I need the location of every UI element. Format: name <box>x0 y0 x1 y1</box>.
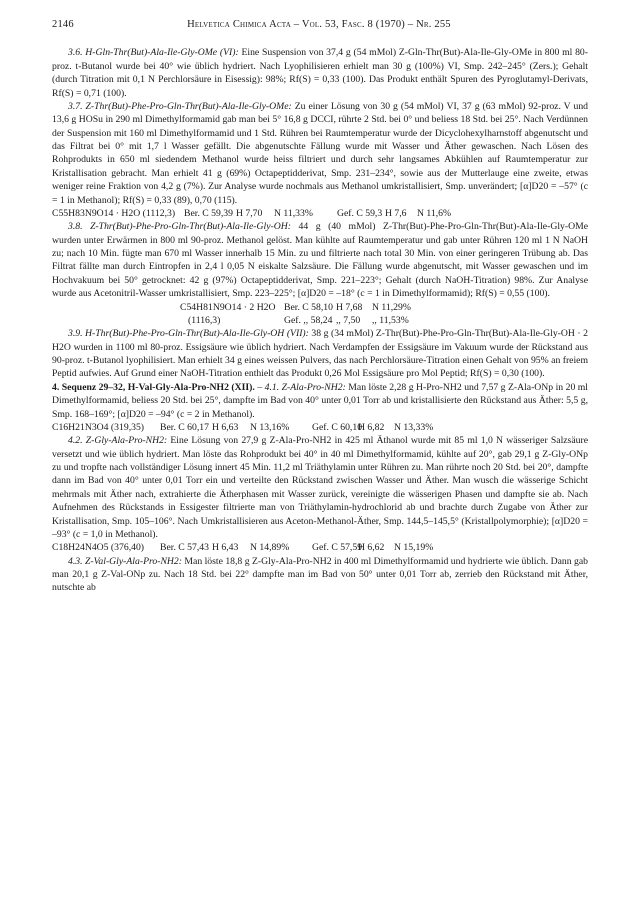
body-3-6: Eine Suspension von 37,4 g (54 mMol) Z-Gln-Thr(But)-Ala-Ile-Gly-OMe in 800 ml 80-proz. t-Butanol wurde bei 40° wie üblich hydriert. Nach Lyophilisieren erhielt man 30 g (100%) VI, Smp. 242–245° (Zers.); Gehalt (durch Titration mit 0,1 N Perchlorsäure in Eisessig): 98%; Rf(S) = 0,33 (100). Das Produkt enthält Spuren des Pyroglutamyl-Derivats, Rf(S) = 0,71 (100). <box>52 47 589 99</box>
analysis-line-4-2 <box>52 541 588 554</box>
journal-title: Helvetica Chimica Acta – Vol. 53, Fasc. 8 (1970) – Nr. 255 <box>187 19 451 30</box>
paragraph-3-8 <box>52 220 588 300</box>
heading-4-3: 4.3. Z-Val-Gly-Ala-Pro-NH2: <box>68 555 182 567</box>
found-c: Gef. C 60,10 <box>312 421 363 433</box>
paragraph-4-1 <box>52 381 588 421</box>
calc-h: H 7,68 <box>336 301 363 313</box>
calc-c: Ber. C 59,39 <box>184 207 233 219</box>
page-number: 2146 <box>52 19 74 30</box>
calc-n: N 14,89% <box>250 542 290 554</box>
body-3-8: 44 g (40 mMol) Z-Thr(But)-Phe-Pro-Gln-Thr(But)-Ala-Ile-Gly-OMe wurden unter Erwärmen in 800 ml 90-proz. Methanol gelöst. Man kühlte auf Raumtemperatur und gab unter Rühren 120 ml 1 N NaOH zu; nach 10 Min. fügte man 670 ml Wasser innerhalb 15 Min. zu und filtrierte nach total 30 Min. von einer geringeren Trübung ab. Das Filtrat fällte man durch Eintropfen in 2,4 l 0,05 N eiskalte Salzsäure. Die Fällung wurde abgenutscht, mit Wasser gewaschen und im Hochvakuum bei 50° getrocknet: 42 g (97%) Octapeptidderivat, Smp. 221–223°; Gehalt (durch NaOH-Titration) 98%. Zur Analyse wurde aus Acetonitril-Wasser umkristallisiert, Smp. 223–225°; [α]D20 = –18° (c = 1 in Dimethylformamid); Rf(S) = 0,55 (100). <box>52 221 589 300</box>
paragraph-3-6 <box>52 46 588 100</box>
paragraph-3-7 <box>52 100 588 207</box>
found-h: H 7,6 <box>385 207 407 219</box>
found-n: ,, 11,53% <box>372 314 409 326</box>
calc-h: H 7,70 <box>236 207 263 219</box>
calc-c: Ber. C 57,43 <box>160 542 209 554</box>
found-c: Gef. ,, 58,24 <box>284 314 333 326</box>
calc-n: N 13,16% <box>250 421 290 433</box>
calc-n: N 11,33% <box>274 207 313 219</box>
analysis-line-3-8 <box>52 301 588 328</box>
paragraph-3-9 <box>52 327 588 381</box>
body-3-9: 38 g (34 mMol) Z-Thr(But)-Phe-Pro-Gln-Thr(But)-Ala-Ile-Gly-OH · 2 H2O wurden in 1100 ml 80-proz. Essigsäure wie üblich hydriert. Nach Verdampfen der Essigsäure im Vakuum wurde der Rückstand aus 90-proz. t-Butanol lyophilisiert. Man erhielt 34 g eines weissen Pulvers, das nach Perchlorsäure-Titration einen Gehalt von 95% an freiem Peptid aufwies. Auf Grund einer NaOH-Titration enthielt das Produkt 0,26 Mol Essigsäure pro Mol Peptid; Rf(S) = 0,30 (100). <box>52 328 589 380</box>
heading-3-7: 3.7. Z-Thr(But)-Phe-Pro-Gln-Thr(But)-Ala-Ile-Gly-OMe: <box>68 100 292 112</box>
running-header <box>52 18 588 32</box>
found-n: N 13,33% <box>394 421 434 433</box>
paragraph-4-2 <box>52 434 588 541</box>
paragraph-4-3 <box>52 555 588 595</box>
body-4-2: Eine Lösung von 27,9 g Z-Ala-Pro-NH2 in 425 ml Äthanol wurde mit 85 ml 1,0 N wässeriger Salzsäure versetzt und wie üblich hydriert. Man löste das Rohprodukt bei 40° in 40 ml Dimethylformamid, kühlte auf 20°, gab 29,1 g Z-Gly-ONp zu und tropfte nach vollständiger Lösung innert 45 Min. 11,2 ml Triäthylamin unter Rühren zu. Man rührte noch 20 Std. bei 20°, dampfte dann im Bad von 40° unter 0,01 Torr ein und verteilte den Rückstand zwischen Wasser und Äther. Man wusch die wässerige Schicht mehrmals mit Äther nach, extrahierte die Ätherphasen mit Wasser zurück, vereinigte die wässerigen Phasen und dampfte sie ab. Nach Aufnehmen des Rückstands in Essigester filtrierte man von Triäthylamin-hydrochlorid ab und brachte durch Zugabe von Äther zur Kristallisation, Smp. 105–106°. Nach Umkristallisieren aus Aceton-Methanol-Äther, Smp. 144,5–145,5° (Kristallpolymorphie); [α]D20 = –93° (c = 1,0 in Methanol). <box>52 435 588 540</box>
calc-c: Ber. C 60,17 <box>160 421 209 433</box>
heading-4-2: 4.2. Z-Gly-Ala-Pro-NH2: <box>68 435 168 447</box>
found-c: Gef. C 59,3 <box>337 207 383 219</box>
calc-n: N 11,29% <box>372 301 411 313</box>
heading-3-9: 3.9. H-Thr(But)-Phe-Pro-Gln-Thr(But)-Ala-Ile-Gly-OH (VII): <box>68 328 309 340</box>
body-4-3: Man löste 18,8 g Z-Gly-Ala-Pro-NH2 in 400 ml Dimethylformamid und hydrierte wie üblich. Dann gab man 20,1 g Z-Val-ONp zu. Nach 18 Std. bei 22° dampfte man im Bad von 50° unter 0,01 Torr ab, zerrieb den Rückstand mit Äther, nutschte ab <box>52 555 588 594</box>
heading-4-1: – 4.1. Z-Ala-Pro-NH2: <box>257 381 346 393</box>
heading-3-6: 3.6. H-Gln-Thr(But)-Ala-Ile-Gly-OMe (VI): <box>68 47 239 59</box>
body-3-7: Zu einer Lösung von 30 g (54 mMol) VI, 37 g (63 mMol) 92-proz. V und 13,6 g HOSu in 290 ml Dimethylformamid gab man bei 5° 16,8 g DCCI, rührte 2 Std. bei 0° und beliess 18 Std. bei 25°. Nach Verdünnen der Suspension mit 160 ml Dimethylformamid und 1 Std. Rühren bei Raumtemperatur wurde der Dicyclohexylharnstoff abgenutscht und das Filtrat bei 0° mit 1,7 l Wasser gefällt. Die abgenutschte Fällung wurde mit Wasser und Äther gewaschen. Nach Lösen des Rohprodukts in 650 ml siedendem Methanol wurde heiss filtriert und durch sehr langsames Abkühlen auf Raumtemperatur zur Kristallisation gebracht. Man erhielt 41 g (69%) Octapeptidderivat, Smp. 231–234°, sowie aus der Mutterlauge eine zweite, etwas weniger reine Fraktion von 4,2 g (7%). Zur Analyse wurde nochmals aus Methanol umkristallisiert, Smp. unverändert; [α]D20 = –57° (c = 1 in Methanol); Rf(S) = 0,33 (89), 0,70 (115). <box>52 100 589 206</box>
found-n: N 15,19% <box>394 542 434 554</box>
formula: C18H24N4O5 (376,40) <box>52 542 145 554</box>
analysis-line-3-7 <box>52 207 588 220</box>
calc-c: Ber. C 58,10 <box>284 301 333 313</box>
analysis-line-4-1 <box>52 421 588 434</box>
heading-3-8: 3.8. Z-Thr(But)-Phe-Pro-Gln-Thr(But)-Ala-Ile-Gly-OH: <box>68 221 291 233</box>
found-h: H 6,62 <box>358 542 385 554</box>
body-4-1: Man löste 2,28 g H-Pro-NH2 und 7,57 g Z-Ala-ONp in 20 ml Dimethylformamid, beliess 20 Std. bei 25°, dampfte im Bad von 40° unter 0,01 Torr ab und kristallisierte den Rückstand aus Äther: 5,5 g, Smp. 168–169°; [α]D20 = –94° (c = 2 in Methanol). <box>52 381 588 420</box>
section-4-heading: 4. Sequenz 29–32, H-Val-Gly-Ala-Pro-NH2 (XII). <box>52 381 255 393</box>
found-h: ,, 7,50 <box>336 314 361 326</box>
found-c: Gef. C 57,59 <box>312 542 363 554</box>
formula: C16H21N3O4 (319,35) <box>52 421 145 433</box>
found-h: H 6,82 <box>358 421 385 433</box>
calc-h: H 6,63 <box>212 421 239 433</box>
found-n: N 11,6% <box>417 207 452 219</box>
formula: C55H83N9O14 · H2O (1112,3) <box>52 207 176 219</box>
formula: C54H81N9O14 · 2 H2O <box>180 301 276 313</box>
molecular-weight: (1116,3) <box>188 314 221 326</box>
calc-h: H 6,43 <box>212 542 239 554</box>
